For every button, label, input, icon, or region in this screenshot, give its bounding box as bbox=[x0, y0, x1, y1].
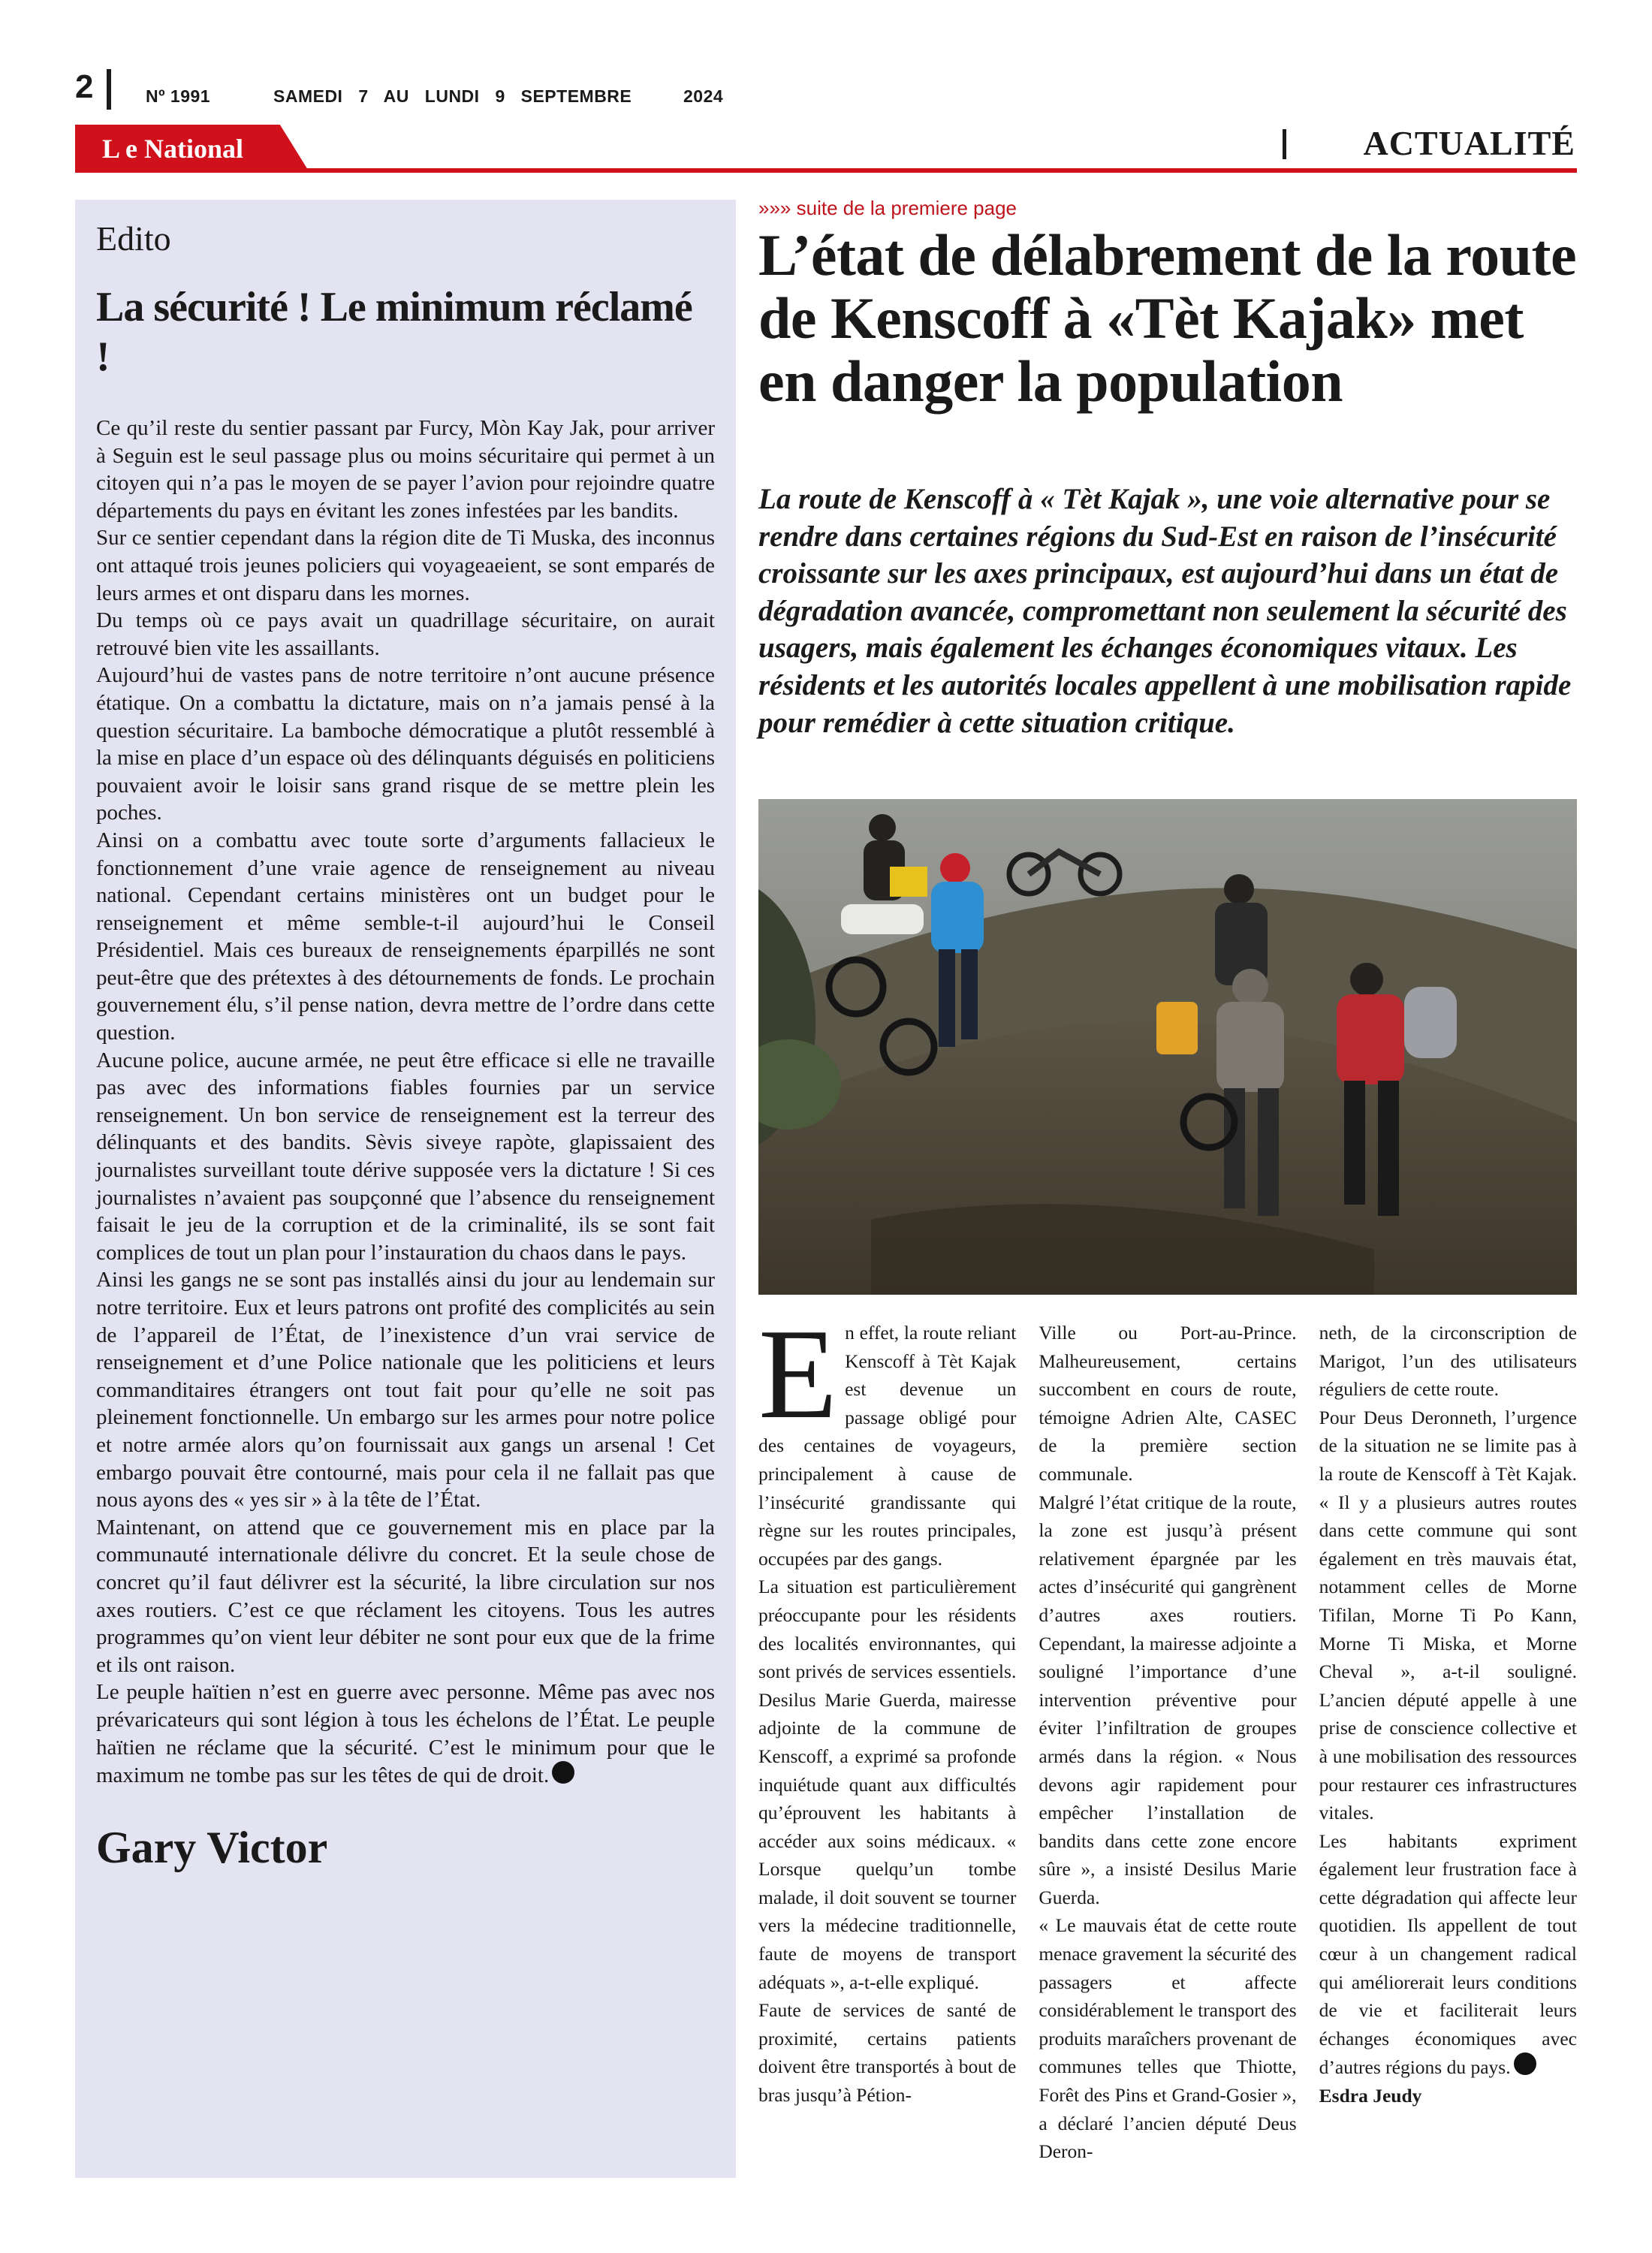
page-number: 2 bbox=[75, 68, 94, 105]
edito-paragraph: Ainsi on a combattu avec toute sorte d’arguments fallacieux le fonctionnement d’une vraie agence de renseignement au niveau national. Cependant certains ministères ont un budget pour le renseignement et même semble-t-il aujourd’hui le Conseil Présidentiel. Mais ces bureaux de renseignements éparpillés ne sont peut-être que des prétextes à des détournements de fonds. Le prochain gouvernement élu, s’il pense nation, devra mettre de l’ordre dans cette question. bbox=[96, 828, 715, 1045]
article-signature: Esdra Jeudy bbox=[1319, 2085, 1422, 2107]
article-headline: L’état de délabrement de la route de Kenscoff à «Tèt Kajak» met en danger la population bbox=[758, 222, 1577, 414]
article-body bbox=[758, 1303, 1577, 2166]
edito-paragraph: Sur ce sentier cependant dans la région dite de Ti Muska, des inconnus ont attaqué trois jeunes policiers qui voyageaeient, se sont emparés de leurs armes et ont disparu dans les mornes. bbox=[96, 526, 715, 605]
section-divider bbox=[1283, 129, 1286, 159]
issue-year: 2024 bbox=[683, 86, 724, 106]
article-paragraph-text: Les habitants expriment également leur frustration face à cette dégradation qui affecte leur quotidien. Ils appellent de tout cœur à un changement radical qui améliorerait leurs conditions de vie et faciliterait leurs échanges économiques avec d’autres régions du pays. bbox=[1319, 1829, 1577, 2079]
continued-from-label: »»» suite de la premiere page bbox=[758, 197, 1017, 219]
edito-paragraph: Aujourd’hui de vastes pans de notre territoire n’ont aucune présence étatique. On a combattu la dictature, mais on n’a jamais pensé à la question sécuritaire. La bamboche démocratique a plutôt ressemblé à la mise en place d’un espace où des délinquants déguisés en politiciens pouvaient avoir le loisir sans grand risque de se mettre plein les poches. bbox=[96, 663, 715, 825]
edito-body bbox=[96, 415, 715, 1790]
edito-paragraph-last bbox=[96, 1678, 715, 1789]
edito-author: Gary Victor bbox=[96, 1822, 328, 1872]
edito-paragraph: Du temps où ce pays avait un quadrillage sécuritaire, on aurait retrouvé bien vite les assaillants. bbox=[96, 608, 715, 660]
header-divider bbox=[107, 69, 111, 110]
article-paragraph-text: n effet, la route reliant Kenscoff à Tèt Kajak est devenue un passage obligé pour des centaines de voyageurs, principalement à cause de l’insécurité grandissante qui règne sur les routes principales, occupées par des gangs. bbox=[758, 1322, 1017, 1570]
article-paragraph: Pour Deus Deronneth, l’urgence de la situation ne se limite pas à la route de Kenscoff à Tèt Kajak. « Il y a plusieurs autres routes dans cette commune qui sont également en très mauvais état, notamment celles de Morne Tifilan, Morne Ti Po Kann, Morne Ti Miska, et Morne Cheval », a-t-il souligné. L’ancien député appelle à une prise de conscience collective et à une mobilisation des ressources pour restaurer ces infrastructures vitales. bbox=[1319, 1406, 1577, 1824]
brand-name: L e National bbox=[102, 134, 244, 164]
article-paragraph: neth, de la circonscription de Marigot, l’un des utilisateurs réguliers de cette route. bbox=[1319, 1322, 1577, 1401]
edito-paragraph: Maintenant, on attend que ce gouvernement mis en place par la communauté internationale délivre du concret. Et la seule chose de concret qu’il faut délivrer est la sécurité, la libre circulation sur nos axes routiers. C’est ce que réclament les citoyens. Tous les autres programmes qu’on vient leur débiter ne sont pour eux que de la frime et ils ont raison. bbox=[96, 1515, 715, 1677]
edito-paragraph: Ce qu’il reste du sentier passant par Furcy, Mòn Kay Jak, pour arriver à Seguin est le seul passage plus ou moins sécuritaire qui permet à un citoyen qui n’a pas le moyen de se payer l’avion pour rejoindre quatre départements du pays en évitant les zones infestées par les bandits. bbox=[96, 416, 715, 523]
article-paragraph: Faute de services de santé de proximité, certains patients doivent être transportés à bout de bras jusqu’à Pétion- bbox=[758, 1999, 1017, 2107]
issue-date: SAMEDI 7 AU LUNDI 9 SEPTEMBRE bbox=[273, 86, 632, 106]
edito-box bbox=[75, 200, 736, 2178]
article-photo bbox=[758, 799, 1577, 1295]
article-column-2 bbox=[1039, 1319, 1296, 2166]
header-rule bbox=[75, 168, 1577, 173]
edito-paragraph: Ainsi les gangs ne se sont pas installés ainsi du jour au lendemain sur notre territoire. Eux et leurs patrons ont profité des complicités au sein de l’appareil de l’État, de l’inexistence d’un vrai service de renseignement et d’une Police nationale que les politiciens et leurs commanditaires étrangers ont tout fait pour qu’elle ne soit pas pleinement fonctionnelle. Un embargo sur les armes pour notre police et notre armée alors qu’on fournissait aux gangs un arsenal ! Cet embargo pouvait être contourné, mais pour cela il ne fallait pas que nous ayons des « yes sir » à la tête de l’État. bbox=[96, 1268, 715, 1513]
edito-paragraph-text: Le peuple haïtien n’est en guerre avec personne. Même pas avec nos prévaricateurs qui sont légion à tous les échelons de l’État. Le peuple haïtien ne réclame que la sécurité. C’est le minimum pour que le maximum ne tombe pas sur les têtes de qui de droit. bbox=[96, 1680, 715, 1788]
edito-kicker: Edito bbox=[96, 219, 171, 258]
end-mark-icon bbox=[552, 1761, 574, 1784]
article-lead: La route de Kenscoff à « Tèt Kajak », une voie alternative pour se rendre dans certaines régions du Sud-Est en raison de l’insécurité croissante sur les axes principaux, est aujourd’hui dans un état de dégradation avancée, compromettant non seulement la sécurité des usagers, mais également les échanges économiques vitaux. Les résidents et les autorités locales appellent à une mobilisation rapide pour remédier à cette situation critique. bbox=[758, 483, 1572, 739]
article-column-1 bbox=[758, 1303, 1017, 2166]
article-paragraph: Malgré l’état critique de la route, la zone est jusqu’à présent relativement épargnée par les actes d’insécurité qui gangrènent d’autres axes routiers. Cependant, la mairesse adjointe a souligné l’importance d’une intervention préventive pour éviter l’infiltration de groupes armés dans la région. « Nous devons agir rapidement pour empêcher l’installation de bandits dans cette zone encore sûre », a insisté Desilus Marie Guerda. bbox=[1039, 1491, 1297, 1908]
article-column-3 bbox=[1319, 1319, 1577, 2166]
edito-paragraph: Aucune police, aucune armée, ne peut être efficace si elle ne travaille pas avec des informations fiables fournies par un service renseignement. Un bon service de renseignement est la terreur des délinquants et des bandits. Sèvis siveye rapòte, glapissaient des journalistes surveillant toute dérive supposée vers la dictature ! Si ces journalistes n’avaient pas soupçonné que l’absence du renseignement faisait le jeu de la corruption et de la criminalité, ils se sont fait complices de tout un plan pour l’instauration du chaos dans le pays. bbox=[96, 1048, 715, 1265]
article-paragraph: La situation est particulièrement préoccupante pour les résidents des localités environnantes, qui sont privés de services essentiels. Desilus Marie Guerda, mairesse adjointe de la commune de Kenscoff, a exprimé sa profonde inquiétude quant aux difficultés qu’éprouvent les habitants à accéder aux soins médicaux. « Lorsque quelqu’un tombe malade, il doit souvent se tourner vers la médecine traditionnelle, faute de moyens de transport adéquats », a-t-elle expliqué. bbox=[758, 1576, 1017, 1993]
end-mark-icon bbox=[1514, 2052, 1536, 2075]
article-paragraph-last bbox=[1319, 1827, 1577, 2082]
issue-number: Nº 1991 bbox=[146, 86, 211, 106]
article-paragraph: Ville ou Port-au-Prince. Malheureusement, certains succombent en cours de route, témoigne Adrien Alte, CASEC de la première section communale. bbox=[1039, 1322, 1297, 1485]
drop-cap: E bbox=[758, 1303, 838, 1446]
article-paragraph: « Le mauvais état de cette route menace gravement la sécurité des passagers et affecte considérablement le transport des produits maraîchers provenant de communes telles que Thiotte, Forêt des Pins et Grand-Gosier », a déclaré l’ancien député Deus Deron- bbox=[1039, 1914, 1297, 2163]
section-name: ACTUALITÉ bbox=[1363, 124, 1575, 162]
photo-illustration bbox=[758, 799, 1577, 1295]
article-paragraph bbox=[758, 1303, 1017, 1573]
edito-title: La sécurité ! Le minimum réclamé ! bbox=[96, 284, 692, 380]
